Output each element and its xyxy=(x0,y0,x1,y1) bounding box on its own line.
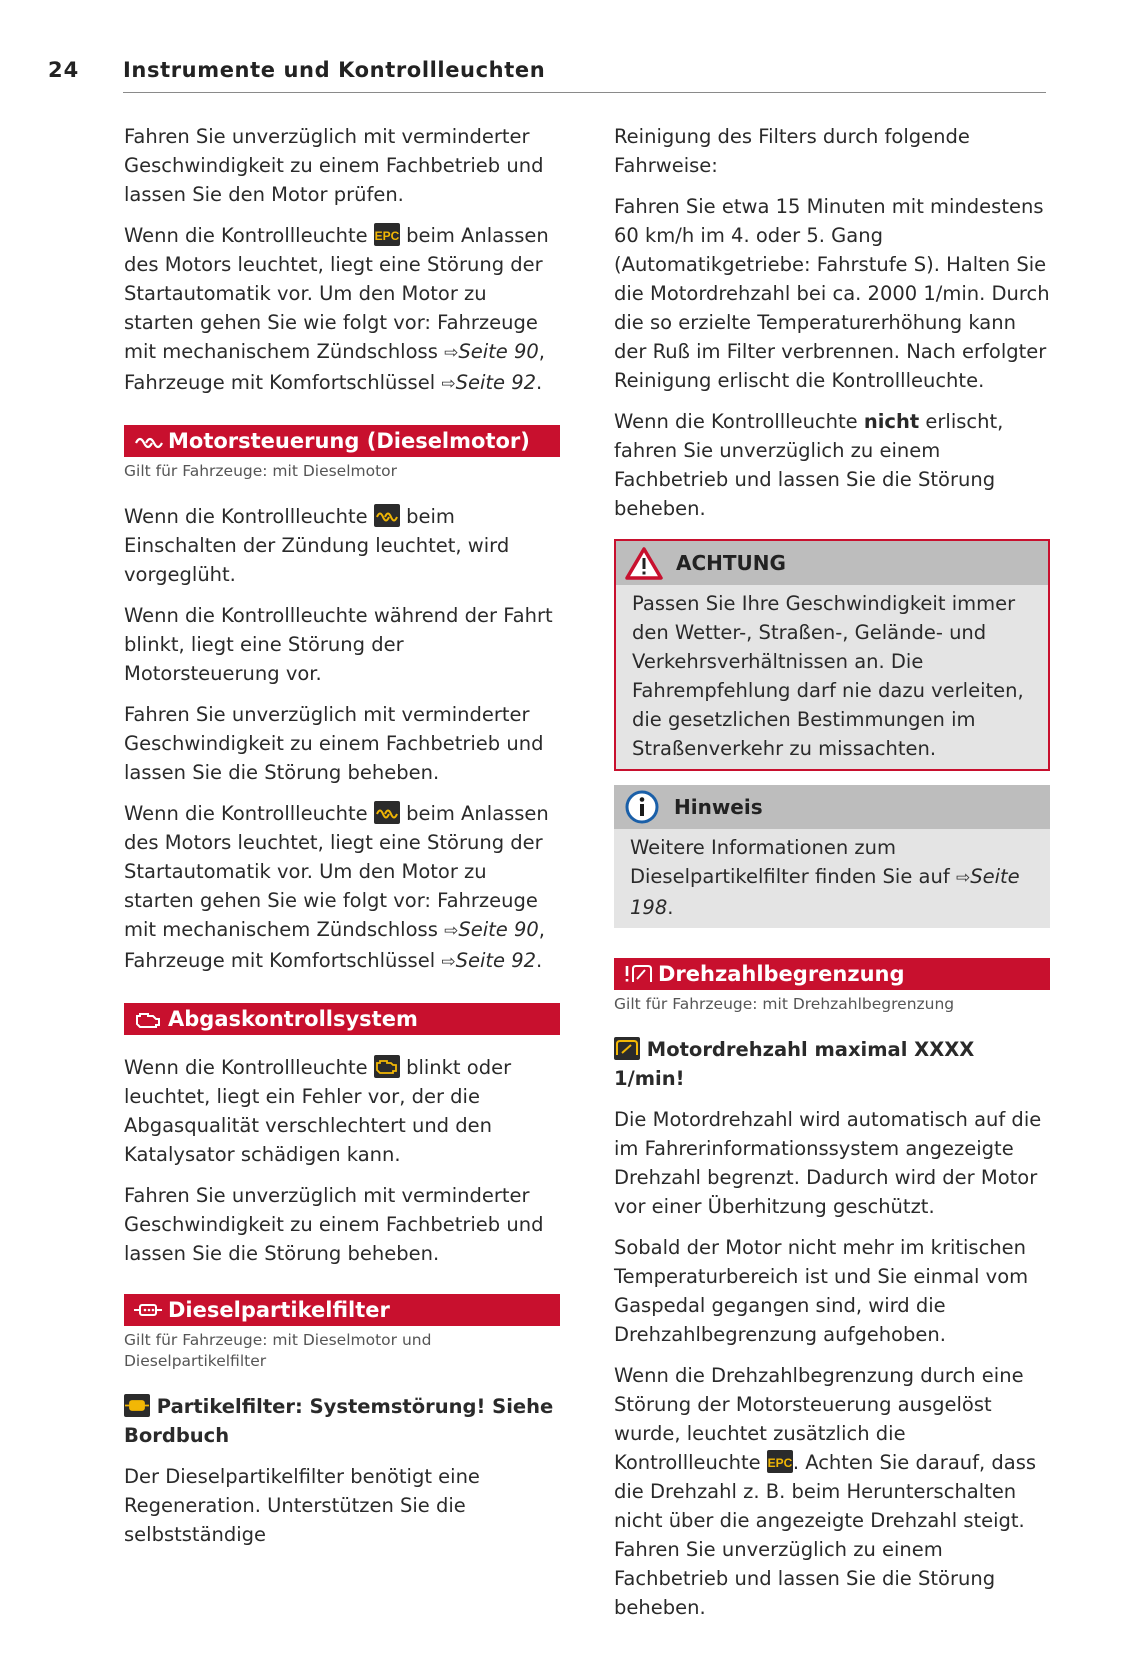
paragraph: Fahren Sie unverzüglich mit verminderter Geschwindigkeit zu einem Fachbetrieb und lassen Sie die Störung beheben. xyxy=(124,703,544,784)
header-rule xyxy=(123,92,1046,93)
particulate-filter-lamp-icon xyxy=(124,1394,150,1417)
engine-icon xyxy=(132,1007,164,1031)
page-header xyxy=(48,58,1046,94)
paragraph: Die Motordrehzahl wird automatisch auf die im Fahrerinformationssystem angezeigte Drehzahl begrenzt. Dadurch wird der Motor vor einer Überhitzung geschützt. xyxy=(614,1108,1042,1218)
svg-text:EPC: EPC xyxy=(767,1456,793,1470)
message-heading: Partikelfilter: Systemstörung! Siehe Bordbuch xyxy=(124,1395,554,1447)
paragraph: Fahren Sie unverzüglich mit verminderter Geschwindigkeit zu einem Fachbetrieb und lassen Sie den Motor prüfen. xyxy=(124,125,544,206)
paragraph: Der Dieselpartikelfilter benötigt eine Regeneration. Unterstützen Sie die selbstständige xyxy=(124,1465,480,1546)
chapter-title: Instrumente und Kontrollleuchten xyxy=(123,58,546,82)
note-text: Weitere Informationen zum Dieselpartikelfilter finden Sie auf ⇨Seite 198. xyxy=(630,836,1020,919)
svg-text:EPC: EPC xyxy=(374,229,400,243)
note-title: Hinweis xyxy=(674,794,763,819)
section-header-drehzahlbegrenzung xyxy=(614,958,1050,990)
page-link[interactable]: Seite 90 xyxy=(458,918,539,941)
glow-plug-lamp-icon xyxy=(374,801,400,824)
message-heading: Motordrehzahl maximal XXXX 1/min! xyxy=(614,1038,975,1090)
page-link[interactable]: Seite 90 xyxy=(458,340,539,363)
warning-box xyxy=(614,539,1050,771)
paragraph: Wenn die Kontrollleuchte beim Anlassen des Motors leuchtet, liegt eine Störung der Startautomatik vor. Um den Motor zu starten gehen Sie wie folgt vor: Fahrzeuge mit mechanischem Zündschloss ⇨Seite 90, Fahrzeuge mit Komfortschlüssel ⇨Seite 92. xyxy=(124,802,549,972)
section-header-abgas xyxy=(124,1003,560,1035)
arrow-icon: ⇨ xyxy=(955,868,971,888)
applies-note: Gilt für Fahrzeuge: mit Dieselmotor xyxy=(124,462,398,480)
note-box xyxy=(614,785,1050,928)
page-number: 24 xyxy=(48,58,80,82)
section-title: Dieselpartikelfilter xyxy=(168,1298,390,1322)
paragraph: Fahren Sie unverzüglich mit verminderter Geschwindigkeit zu einem Fachbetrieb und lassen Sie die Störung beheben. xyxy=(124,1184,544,1265)
right-column xyxy=(614,122,1050,1634)
glow-plug-icon xyxy=(132,429,164,453)
paragraph: Wenn die Kontrollleuchte EPC beim Anlassen des Motors leuchtet, liegt eine Störung der Startautomatik vor. Um den Motor zu starten gehen Sie wie folgt vor: Fahrzeuge mit mechanischem Zündschloss ⇨Seite 90, Fahrzeuge mit Komfortschlüssel ⇨Seite 92. xyxy=(124,224,549,394)
arrow-icon: ⇨ xyxy=(441,374,456,394)
note-header xyxy=(614,785,1050,829)
warning-title: ACHTUNG xyxy=(676,550,786,575)
arrow-icon: ⇨ xyxy=(444,343,459,363)
section-title: Abgaskontrollsystem xyxy=(168,1007,418,1031)
paragraph: Wenn die Kontrollleuchte beim Einschalten der Zündung leuchtet, wird vorgeglüht. xyxy=(124,505,510,586)
paragraph: Sobald der Motor nicht mehr im kritischen Temperaturbereich ist und Sie einmal vom Gaspedal gegangen sind, wird die Drehzahlbegrenzung aufgehoben. xyxy=(614,1236,1029,1346)
page-link[interactable]: Seite 92 xyxy=(455,949,537,972)
applies-note: Gilt für Fahrzeuge: mit Dieselmotor und Dieselpartikelfilter xyxy=(124,1331,432,1370)
warning-header xyxy=(616,541,1048,585)
paragraph: Wenn die Kontrollleuchte nicht erlischt, fahren Sie unverzüglich zu einem Fachbetrieb und lassen Sie die Störung beheben. xyxy=(614,410,1004,520)
warning-triangle-icon xyxy=(624,545,664,581)
applies-note: Gilt für Fahrzeuge: mit Drehzahlbegrenzung xyxy=(614,995,955,1013)
rpm-limit-icon xyxy=(622,962,654,986)
warning-text: Passen Sie Ihre Geschwindigkeit immer den Wetter-, Straßen-, Gelände- und Verkehrsverhältnissen an. Die Fahrempfehlung darf nie dazu verleiten, die gesetzlichen Bestimmungen im Straßenverkehr zu missachten. xyxy=(632,592,1024,760)
arrow-icon: ⇨ xyxy=(444,921,459,941)
section-title: Drehzahlbegrenzung xyxy=(658,962,905,986)
epc-lamp-icon xyxy=(374,223,400,246)
rpm-limit-lamp-icon xyxy=(614,1037,640,1060)
paragraph: Wenn die Kontrollleuchte während der Fahrt blinkt, liegt eine Störung der Motorsteuerung vor. xyxy=(124,604,553,685)
arrow-icon: ⇨ xyxy=(441,952,456,972)
paragraph: Fahren Sie etwa 15 Minuten mit mindestens 60 km/h im 4. oder 5. Gang (Automatikgetriebe: Fahrstufe S). Halten Sie die Motordrehzahl bei ca. 2000 1/min. Durch die so erzielte Temperaturerhöhung kann der Ruß im Filter verbrennen. Nach erfolgter Reinigung erlischt die Kontrollleuchte. xyxy=(614,195,1050,392)
info-icon xyxy=(622,789,662,825)
epc-lamp-icon xyxy=(767,1450,793,1473)
glow-plug-lamp-icon xyxy=(374,504,400,527)
page-link[interactable]: Seite 198 xyxy=(630,865,1020,919)
page-link[interactable]: Seite 92 xyxy=(455,371,537,394)
section-header-dieselpartikelfilter xyxy=(124,1294,560,1326)
paragraph: Wenn die Drehzahlbegrenzung durch eine Störung der Motorsteuerung ausgelöst wurde, leuchtet zusätzlich die Kontrollleuchte EPC . Achten Sie darauf, dass die Drehzahl z. B. beim Herunterschalten nicht über die angezeigte Drehzahl steigt. Fahren Sie unverzüglich zu einem Fachbetrieb und lassen Sie die Störung beheben. xyxy=(614,1364,1037,1619)
section-title: Motorsteuerung (Dieselmotor) xyxy=(168,429,530,453)
section-header-motorsteuerung xyxy=(124,425,560,457)
left-column xyxy=(124,122,560,1561)
engine-lamp-icon xyxy=(374,1055,400,1078)
paragraph: Wenn die Kontrollleuchte blinkt oder leuchtet, liegt ein Fehler vor, der die Abgasqualität verschlechtert und den Katalysator schädigen kann. xyxy=(124,1056,512,1166)
particulate-filter-icon xyxy=(132,1298,164,1322)
paragraph: Reinigung des Filters durch folgende Fahrweise: xyxy=(614,125,970,177)
